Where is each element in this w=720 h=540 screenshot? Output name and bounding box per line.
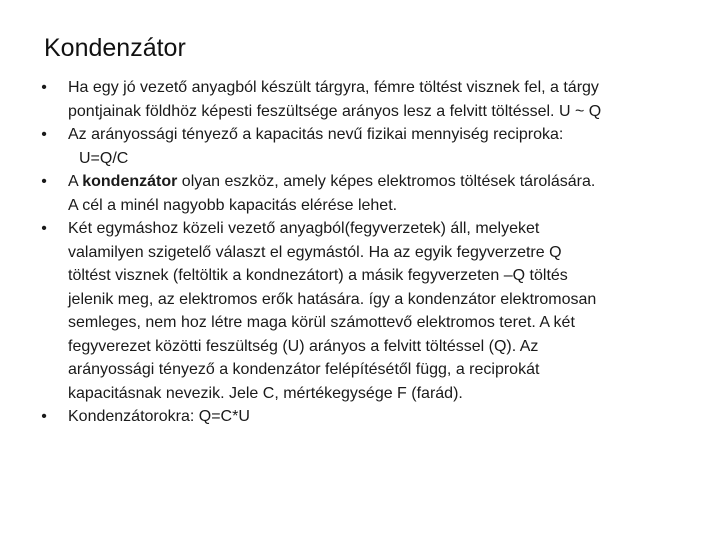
- keyword-bold: kondenzátor: [82, 173, 178, 190]
- bullet-dot-icon: •: [41, 126, 47, 143]
- bullet-item: [37, 217, 687, 405]
- bullet-text-line: A cél a minél nagyobb kapacitás elérése lehet.: [68, 196, 398, 214]
- bullet-text-line: Ha egy jó vezető anyagból készült tárgyra, fémre töltést visznek fel, a tárgy: [68, 79, 599, 96]
- text-segment: A: [68, 173, 83, 190]
- bullet-item: [37, 76, 687, 123]
- bullet-text-line: Az arányossági tényező a kapacitás nevű fizikai mennyiség reciproka:: [68, 126, 564, 143]
- bullet-text-line: valamilyen szigetelő választ el egymástól. Ha az egyik fegyverzetre Q: [68, 243, 562, 261]
- formula-line: U=Q/C: [79, 149, 129, 167]
- bullet-text-line: arányossági tényező a kondenzátor felépítésétől függ, a reciprokát: [68, 361, 540, 378]
- bullet-text-line: [68, 170, 687, 194]
- bullet-text-line: töltést visznek (feltöltik a kondnezátort) a másik fegyverzeten –Q töltés: [68, 267, 568, 284]
- bullet-dot-icon: •: [41, 173, 47, 190]
- bullet-item: [37, 405, 687, 429]
- bullet-dot-icon: •: [41, 220, 47, 237]
- bullet-dot-icon: •: [41, 408, 47, 425]
- bullet-item: [37, 123, 687, 170]
- slide-title: Kondenzátor: [44, 34, 186, 62]
- bullet-item: [37, 170, 687, 217]
- text-segment: olyan eszköz, amely képes elektromos töltések tárolására.: [177, 173, 596, 190]
- bullet-text-line: kapacitásnak nevezik. Jele C, mértékegysége F (farád).: [68, 384, 463, 402]
- bullet-text-line: Kondenzátorokra: Q=C*U: [68, 408, 250, 425]
- bullet-text-line: pontjainak földhöz képesti feszültsége arányos lesz a felvitt töltéssel. U ~ Q: [68, 102, 602, 120]
- bullet-text-line: Két egymáshoz közeli vezető anyagból(fegyverzetek) áll, melyeket: [68, 220, 540, 237]
- bullet-dot-icon: •: [41, 79, 47, 96]
- bullet-text-line: jelenik meg, az elektromos erők hatására. így a kondenzátor elektromosan: [68, 290, 597, 308]
- bullet-text-line: fegyverezet közötti feszültség (U) arányos a felvitt töltéssel (Q). Az: [68, 337, 539, 355]
- bullet-text-line: semleges, nem hoz létre maga körül számottevő elektromos teret. A két: [68, 314, 575, 331]
- bullet-list: [37, 76, 687, 429]
